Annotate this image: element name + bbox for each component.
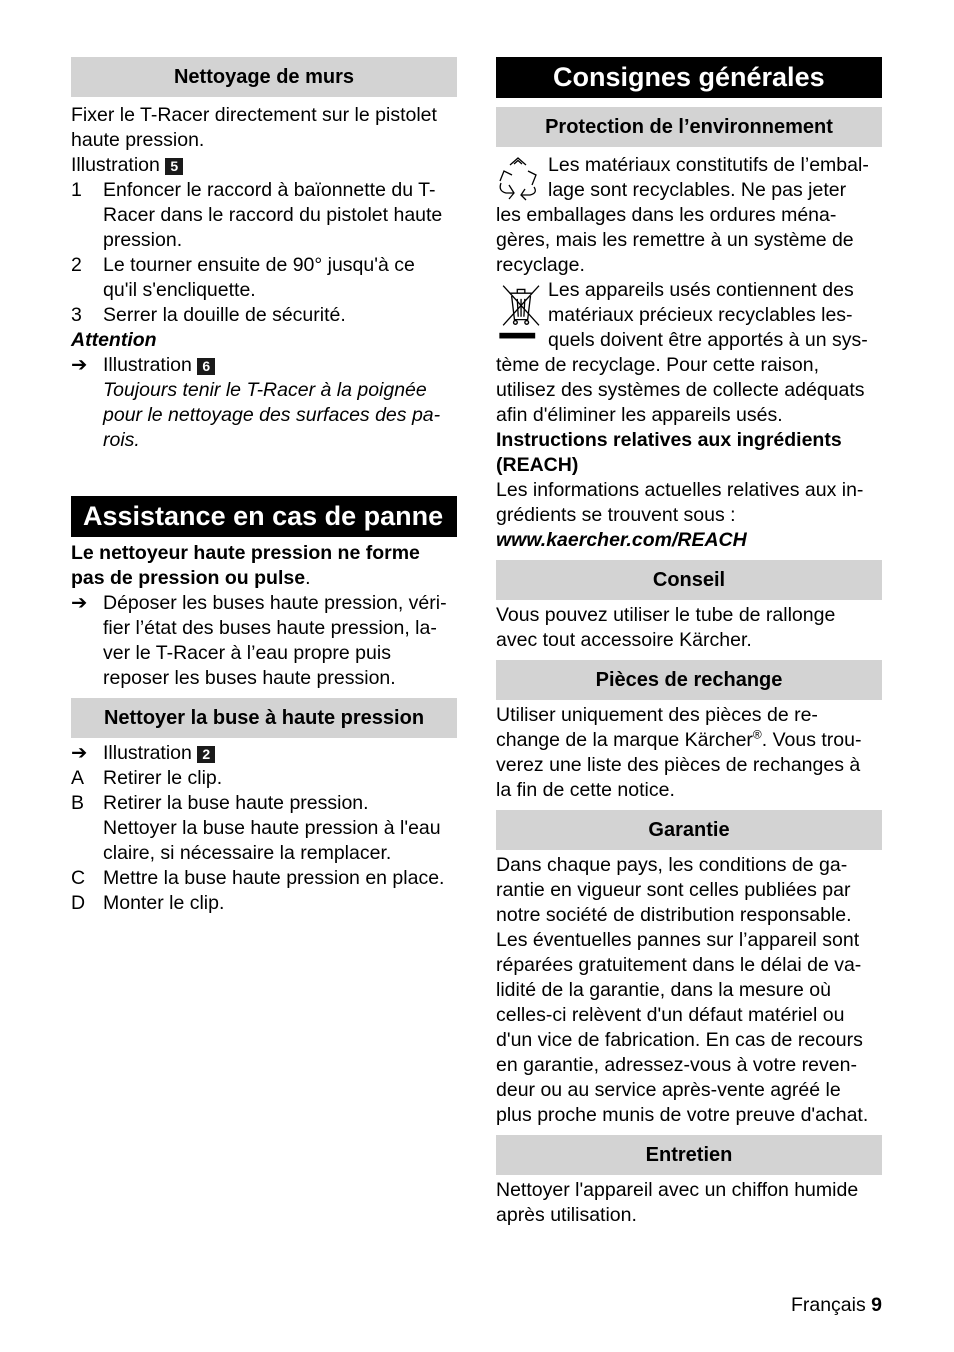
wall-illustration-ref: Illustration 5 <box>71 153 457 178</box>
page-number: 9 <box>871 1294 882 1316</box>
crossed-bin-icon <box>496 280 548 346</box>
spare-parts-heading: Pièces de rechange <box>496 660 882 700</box>
arrow-right-icon: ➔ <box>71 592 88 614</box>
attention-label: Attention <box>71 329 157 351</box>
arrow-right-icon: ➔ <box>71 354 88 376</box>
wall-intro: Fixer le T-Racer directement sur le pistolet haute pression. <box>71 104 437 151</box>
list-item: A Retirer le clip. <box>71 767 223 789</box>
trouble-symptom: Le nettoyeur haute pression ne forme pas de pression ou pulse. <box>71 542 420 589</box>
footer-language: Français <box>790 1294 866 1316</box>
list-item: 3 Serrer la douille de sécurité. <box>71 304 346 326</box>
figure-number-box: 6 <box>197 358 215 375</box>
spare-parts-text: Utiliser uniquement des pièces de re- change de la marque Kärcher®. Vous trou- verez une liste des pièces de rechanges à la fin de cette notice. <box>496 704 862 801</box>
list-item: 2 Le tourner ensuite de 90° jusqu'à ce qu'il s'encliquette. <box>71 254 415 301</box>
general-instructions-heading: Consignes générales <box>496 57 882 98</box>
trouble-action: ➔ Déposer les buses haute pression, véri- fier l’état des buses haute pression, la- ver le T-Racer à l’eau propre puis reposer les buses haute pression. <box>71 592 447 689</box>
figure-number-box: 2 <box>197 746 215 763</box>
recycling-icon <box>496 155 548 203</box>
tip-text: Vous pouvez utiliser le tube de rallonge avec tout accessoire Kärcher. <box>496 604 836 651</box>
left-column <box>71 57 457 916</box>
list-item: 1 Enfoncer le raccord à baïonnette du T- Racer dans le raccord du pistolet haute pression. <box>71 179 443 251</box>
nozzle-illustration-ref: ➔ Illustration 2 <box>71 741 457 766</box>
list-item: C Mettre la buse haute pression en place. <box>71 867 445 889</box>
warranty-text: Dans chaque pays, les conditions de ga- rantie en vigueur sont celles publiées par notre société de distribution responsable. Les éventuelles pannes sur l’appareil sont réparées gratuitement dans le délai de va- lidité de la garantie, dans la mesure où celles-ci relèvent d'un défaut matériel ou d'un vice de fabrication. En cas de recours en garantie, adressez-vous à votre reven- deur ou au service après-vente agréé le plus proche munis de votre preuve d'achat. <box>496 854 869 1126</box>
attention-text: Toujours tenir le T-Racer à la poignée pour le nettoyage des surfaces des pa- rois. <box>103 379 441 451</box>
reach-link[interactable]: www.kaercher.com/REACH <box>496 529 747 551</box>
environment-heading: Protection de l’environnement <box>496 107 882 147</box>
page-footer <box>791 1293 882 1318</box>
troubleshooting-heading: Assistance en cas de panne <box>71 496 457 537</box>
tip-heading: Conseil <box>496 560 882 600</box>
attention-illustration-ref: ➔ Illustration 6 <box>71 353 457 378</box>
list-item: D Monter le clip. <box>71 892 225 914</box>
reach-heading: Instructions relatives aux ingrédients (REACH) <box>496 429 842 476</box>
warranty-heading: Garantie <box>496 810 882 850</box>
list-item: B Retirer la buse haute pression. Nettoyer la buse haute pression à l'eau claire, si nécessaire la remplacer. <box>71 792 441 864</box>
arrow-right-icon: ➔ <box>71 742 88 764</box>
maintenance-heading: Entretien <box>496 1135 882 1175</box>
clean-nozzle-heading: Nettoyer la buse à haute pression <box>71 698 457 738</box>
wall-cleaning-heading: Nettoyage de murs <box>71 57 457 97</box>
packaging-recycling-paragraph: Les matériaux constitutifs de l’embal- lage sont recyclables. Ne pas jeter les emballages dans les ordures ména- gères, mais les remettre à un système de recyclage. <box>496 154 869 276</box>
maintenance-text: Nettoyer l'appareil avec un chiffon humide après utilisation. <box>496 1179 859 1226</box>
weee-paragraph: Les appareils usés contiennent des matériaux précieux recyclables les- quels doivent être apportés à un sys- tème de recyclage. Pour cette raison, utilisez des systèmes de collecte adéquats afin d'éliminer les appareils usés. <box>496 279 868 426</box>
right-column <box>496 57 882 1228</box>
reach-text: Les informations actuelles relatives aux in- grédients se trouvent sous : <box>496 479 864 526</box>
figure-number-box: 5 <box>165 158 183 175</box>
